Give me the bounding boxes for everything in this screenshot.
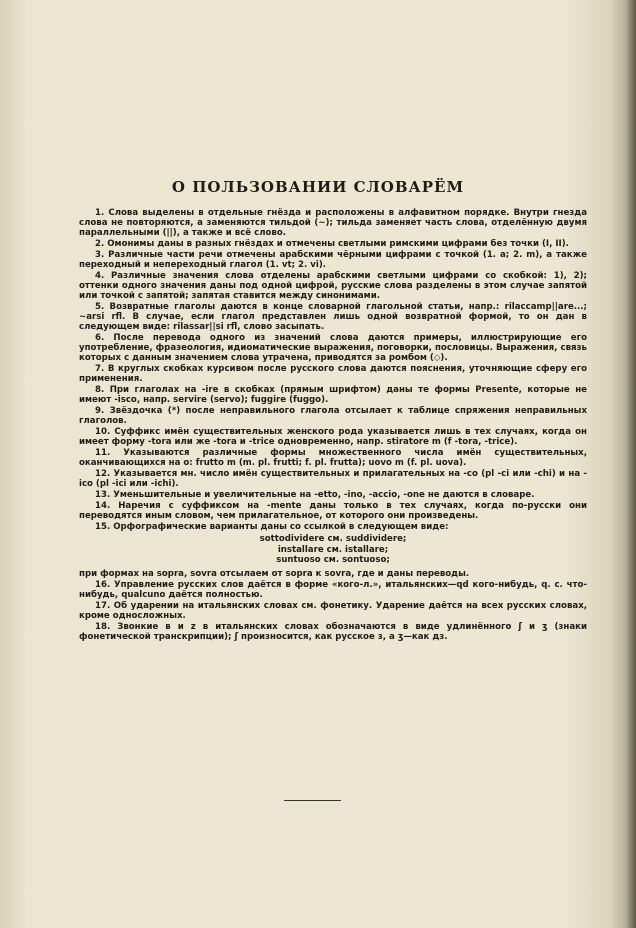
paragraph: 14. Наречия с суффиксом на -mente даны только в тех случаях, когда по-русски они переводятся иным словом, чем прилагательное, от которого они произведены. [79,501,587,521]
paragraph: 16. Управление русских слов даётся в форме «кого-л.», итальянских—qd кого-нибудь, q. c. что-нибудь, qualcuno даётся полностью. [79,579,587,600]
end-rule [284,800,341,801]
paragraph: 4. Различные значения слова отделены арабскими светлыми цифрами со скобкой: 1), 2); оттенки одного значения даны под одной цифрой, русские слова разделены в этом случае запятой или точкой с запятой; запятая ставится между синонимами. [79,271,587,301]
variant-line: suntuoso см. sontuoso; [276,555,390,565]
paragraph: 13. Уменьшительные и увеличительные на -etto, -ino, -accio, -one не даются в словаре. [95,490,535,500]
paragraph: 2. Омонимы даны в разных гнёздах и отмечены светлыми римскими цифрами без точки (I, II). [95,239,569,249]
page-edge-shadow [626,0,636,928]
paragraph: при формах на sopra, sovra отсылаем от sopra к sovra, где и даны переводы. [79,568,470,579]
paragraph: 18. Звонкие в и z в итальянских словах обозначаются в виде удлинённого ʃ и ʒ (знаки фонетической транскрипции); ʃ произносится, как русское з, а ʒ—как дз. [79,621,587,642]
paragraph: 8. При глаголах на -ire в скобках (прямым шрифтом) даны те формы Presente, которые не имеют -isco, напр. servire (servo); fuggire (fuggo). [79,385,587,405]
paragraph: 5. Возвратные глаголы даются в конце словарной глагольной статьи, напр.: rilaccamp||are...; ~arsi rfl. В случае, если глагол представлен лишь одной возвратной формой, то он дан в следующем виде: rilassar||si rfl, слово засыпать. [79,302,587,332]
variant-examples [79,534,587,566]
paragraph: 15. Орфографические варианты даны со ссылкой в следующем виде: [95,522,449,532]
page-title: О ПОЛЬЗОВАНИИ СЛОВАРЁМ [171,178,465,196]
paragraph: 3. Различные части речи отмечены арабскими чёрными цифрами с точкой (1. a; 2. m), а также переходный и непереходный глагол (1. vt; 2. vi). [79,250,587,270]
variant-line: sottodividere см. suddividere; [259,534,407,544]
paragraph: 9. Звёздочка (*) после неправильного глагола отсылает к таблице спряжения неправильных глаголов. [79,406,587,426]
paragraph: 7. В круглых скобках курсивом после русского слова даются пояснения, уточняющие сферу его применения. [79,364,587,384]
paragraph: 6. После перевода одного из значений слова даются примеры, иллюстрирующие его употребление, фразеология, идиоматические выражения, поговорки, пословицы. Выражения, связь которых с данным значением слова утрачена, приводятся за ромбом (◇). [79,333,587,363]
paragraph: 10. Суффикс имён существительных женского рода указывается лишь в тех случаях, когда он имеет форму -tora или же -tora и -trice одновременно, напр. stiratore m (f -tora, -trice). [79,427,587,447]
paragraph: 17. Об ударении на итальянских словах см. фонетику. Ударение даётся на всех русских словах, кроме односложных. [79,600,587,621]
variant-line: installare см. istallare; [277,544,389,555]
paragraph: 11. Указываются различные формы множественного числа имён существительных, оканчивающихся на о: frutto m (m. pl. frutti; f. pl. frutta); uovo m (f. pl. uova). [79,448,587,468]
paragraph: 12. Указывается мн. число имён существительных и прилагательных на -co (pl -ci или -chi) и на -ico (pl -ici или -ichi). [79,469,587,489]
body-text [79,208,587,643]
paragraph: 1. Слова выделены в отдельные гнёзда и расположены в алфавитном порядке. Внутри гнезда слова не повторяются, а заменяются тильдой (~); тильда заменяет часть слова, отделённую двумя параллельными (||), а также и всё слово. [79,208,587,238]
